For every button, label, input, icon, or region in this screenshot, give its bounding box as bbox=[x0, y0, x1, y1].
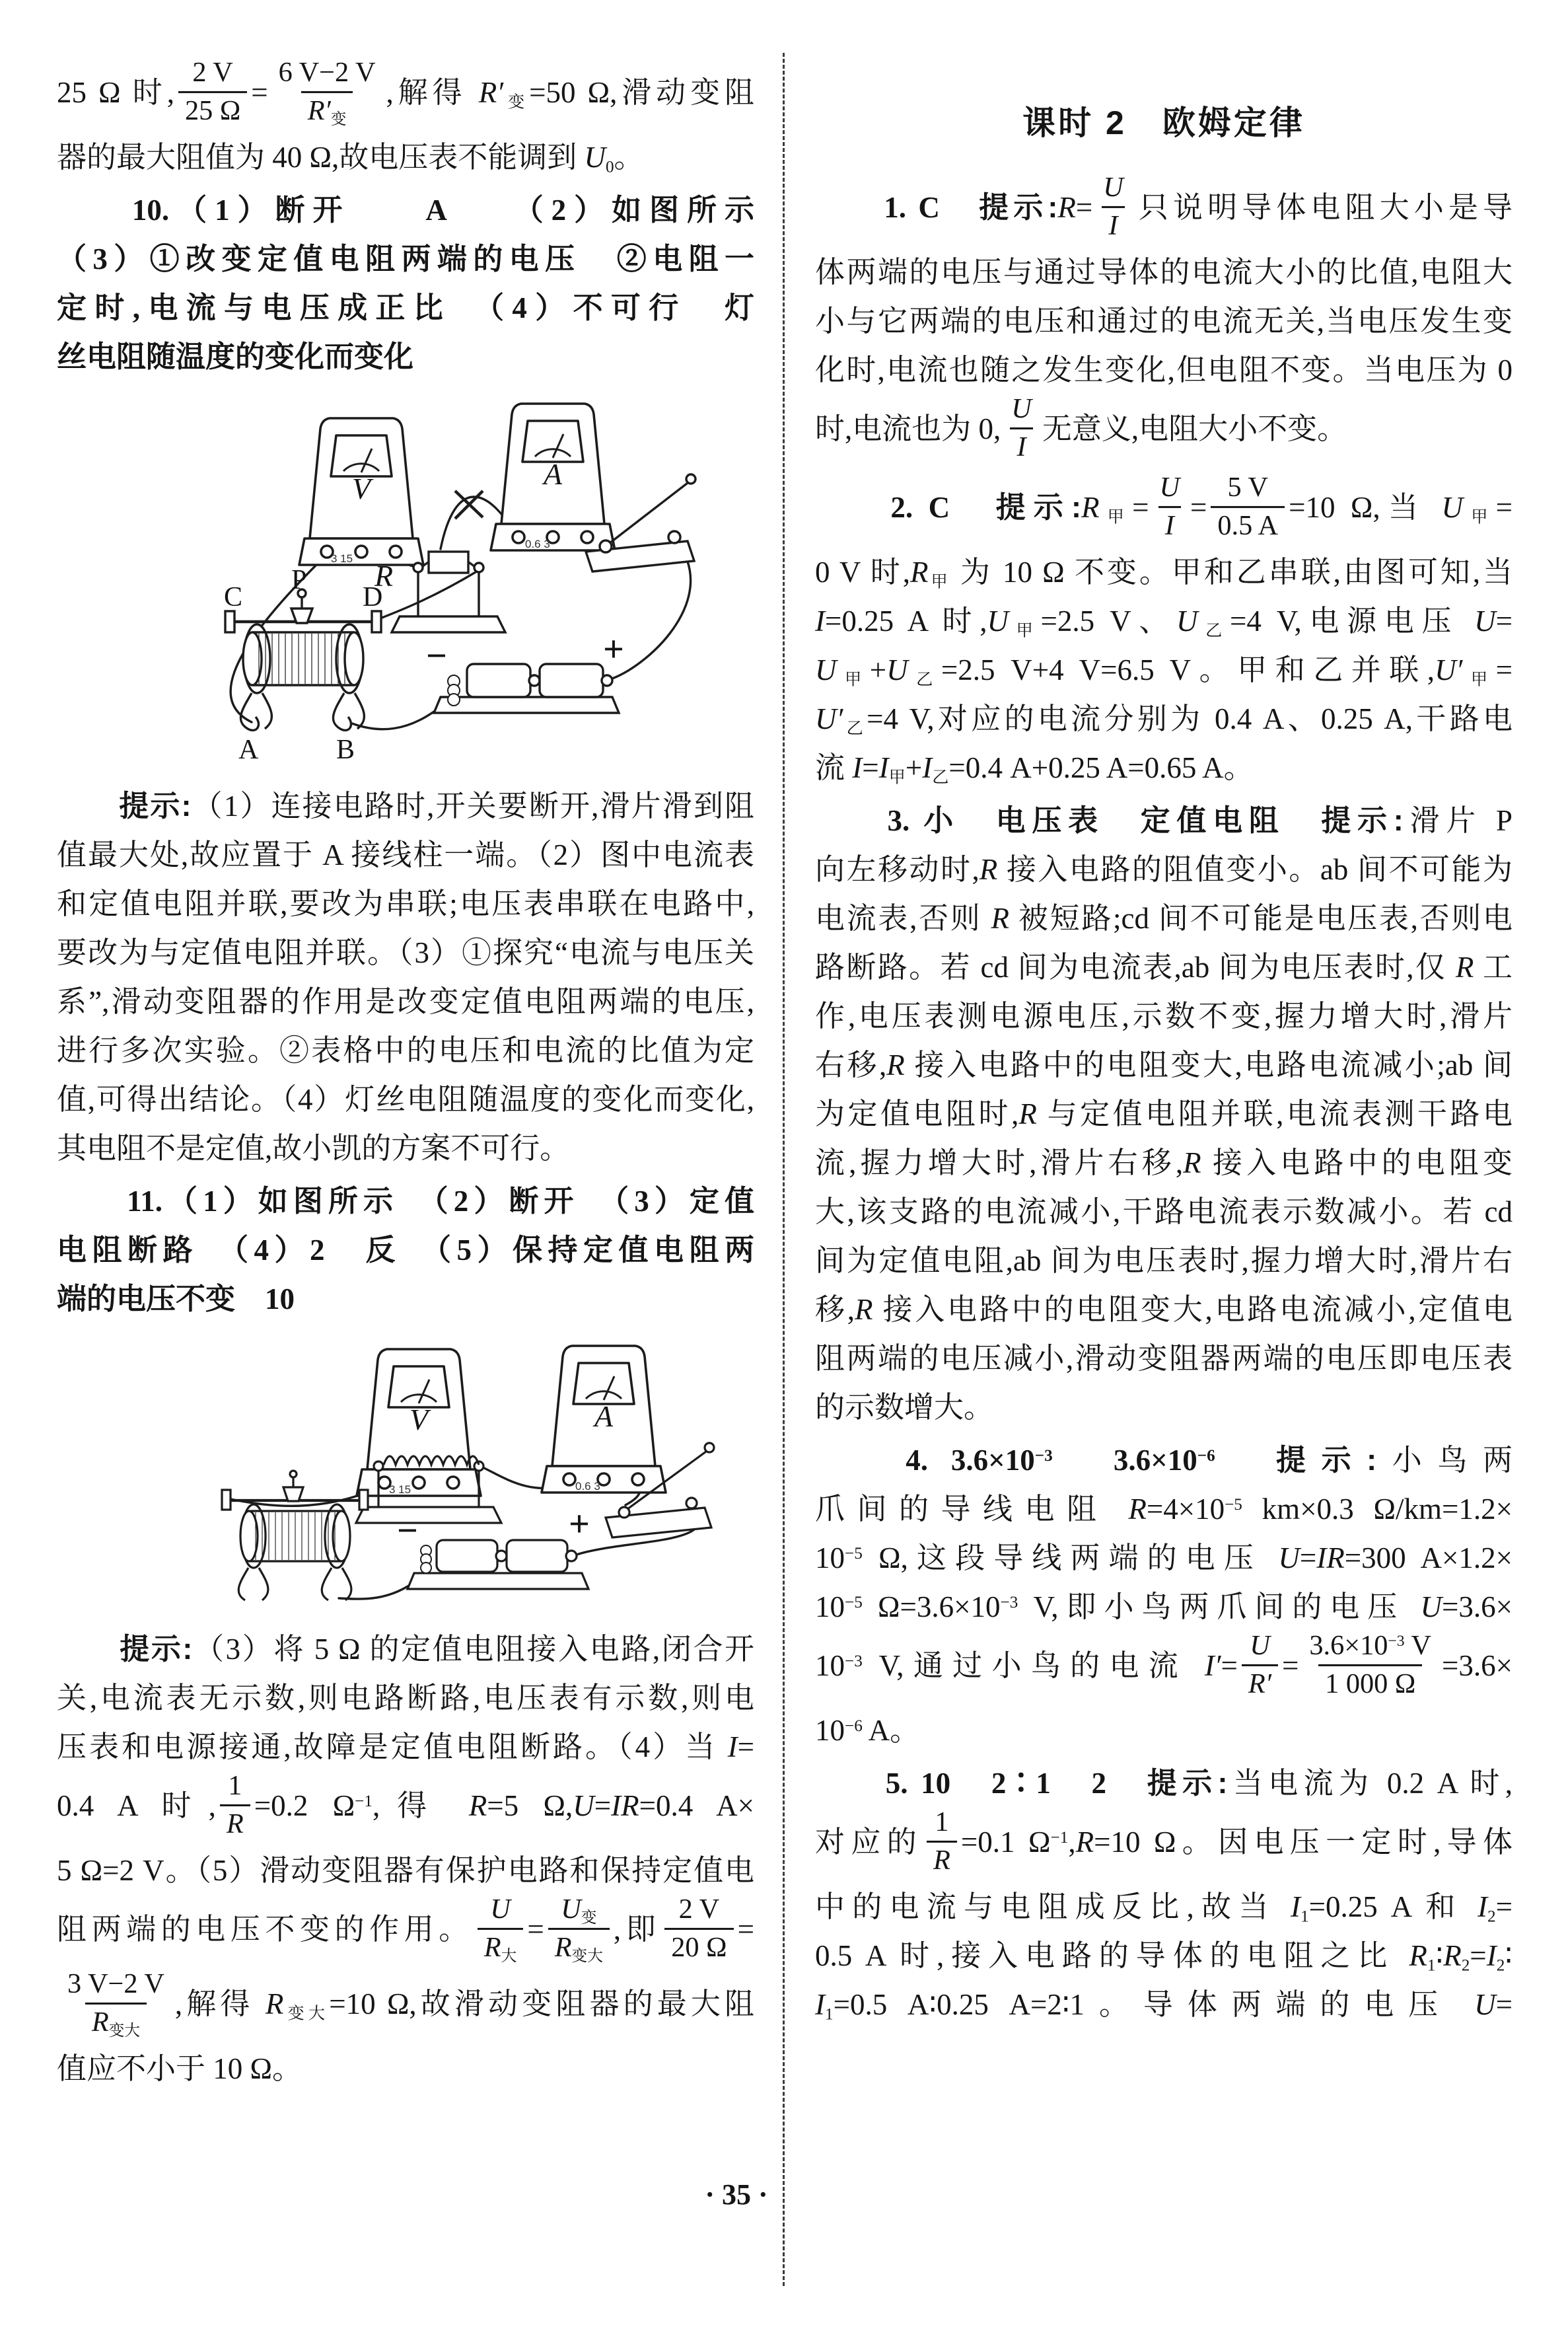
text-line: 路断路。若 cd 间为电流表,ab 间为电压表时,仅 R 工 bbox=[815, 950, 1513, 984]
text-line: 关,电流表无示数,则电路断路,电压表有示数,则电 bbox=[57, 1681, 754, 1715]
text-line: 作,电压表测电源电压,示数不变,握力增大时,滑片 bbox=[815, 999, 1513, 1033]
battery-plus-sign: + bbox=[569, 1503, 590, 1545]
text-line: 流,握力增大时,滑片右移,R 接入电路中的电阻变 bbox=[815, 1146, 1513, 1179]
text-line: $I_1=0.5$ A∶0.25 A=2∶1。导体两端的电压 U= bbox=[815, 1987, 1513, 2024]
text-line: 右移,R 接入电路中的电阻变大,电路电流减小;ab 间 bbox=[815, 1048, 1513, 1082]
text-line: 大,该支路的电流减小,干路电流表示数减小。若 cd bbox=[815, 1195, 1513, 1228]
rheostat-terminal-d: D bbox=[363, 581, 383, 612]
resistor-label: R bbox=[374, 558, 394, 593]
answer-5 bbox=[815, 1759, 1513, 2029]
rheostat-terminal-c: C bbox=[224, 581, 243, 612]
rheostat-slider bbox=[283, 1487, 303, 1501]
wire bbox=[352, 701, 447, 729]
voltmeter bbox=[299, 418, 423, 565]
text-line: $10^{-6}$ A。 bbox=[815, 1713, 920, 1747]
battery-minus-sign: − bbox=[397, 1510, 418, 1551]
ammeter-scale: 0.6 3 bbox=[525, 537, 550, 550]
text-line: （3）①改变定值电阻两端的电压 ②电阻一 bbox=[57, 242, 754, 276]
left-column bbox=[57, 58, 754, 2097]
voltmeter-scale: 3 15 bbox=[331, 552, 353, 565]
text-line: 化时,电流也随之发生变化,但电阻不变。当电压为 0 bbox=[815, 353, 1513, 387]
rheostat-slider-label: P bbox=[291, 564, 307, 595]
text-line: 移,R 接入电路中的电阻变大,电路电流减小,定值电 bbox=[815, 1292, 1513, 1326]
voltmeter-scale: 3 15 bbox=[389, 1483, 411, 1496]
battery-pack bbox=[434, 664, 619, 713]
text-line: 流 $I=I_甲+I_乙=0.4$ A+0.25 A=0.65 A。 bbox=[815, 751, 1254, 787]
text-line: 端的电压不变 10 bbox=[57, 1282, 295, 1315]
text-line: $U'_乙=4$ V,对应的电流分别为 0.4 A、0.25 A,干路电 bbox=[815, 702, 1513, 738]
text-line: 体两端的电压与通过导体的电流大小的比值,电阻大 bbox=[815, 255, 1513, 289]
text-line: 11.（1）如图所示 （2）断开 （3）定值 bbox=[127, 1184, 754, 1218]
voltmeter-letter: V bbox=[351, 471, 371, 505]
rheostat bbox=[222, 1471, 368, 1600]
answer-2 bbox=[815, 473, 1513, 792]
text-line: 其电阻不是定值,故小凯的方案不可行。 bbox=[57, 1131, 570, 1165]
text-line: 电流表,否则 R 被短路;cd 间不可能是电压表,否则电 bbox=[815, 901, 1513, 935]
ammeter-scale: 0.6 3 bbox=[575, 1479, 600, 1493]
text-line: 2. C 提示$:R_甲=$ $\frac{U}{I}$ = $\frac{5 V}{0.5 A}$ =10 Ω,当 $U_甲=$ bbox=[815, 473, 1513, 548]
text-line: 系”,滑动变阻器的作用是改变定值电阻两端的电压, bbox=[57, 984, 754, 1018]
text-line: $U_甲+U_乙=2.5$ V+4 V=6.5 V。甲和乙并联$,U'_甲=$ bbox=[815, 653, 1513, 689]
text-line: 压表和电源接通,故障是定值电阻断路。（4）当 I= bbox=[57, 1730, 754, 1763]
right-column bbox=[815, 58, 1513, 2033]
text-line: 阻两端的电压减小,滑动变阻器两端的电压即电压表 bbox=[815, 1341, 1513, 1375]
text-line: 对应的 $\frac{1}{R}$ =0.1 $\Omega^{-1},R=10$ Ω。因电压一定时,导体 bbox=[815, 1808, 1513, 1882]
ammeter-letter: A bbox=[543, 457, 563, 491]
text-line: 爪间的导线电阻 $R=4\times 10^{-5}$ km×0.3 Ω/km=1.2× bbox=[815, 1492, 1513, 1526]
text-line: 向左移动时,R 接入电路的阻值变小。ab 间不可能为 bbox=[815, 852, 1513, 886]
text-line: $10^{-5}$ $\Omega=3.6\times 10^{-3}$ V,即小鸟两爪间的电压 U=3.6× bbox=[815, 1590, 1513, 1623]
ammeter-letter: A bbox=[594, 1399, 614, 1433]
hint-11 bbox=[57, 1625, 754, 2093]
text-line: 值,可得出结论。（4）灯丝电阻随温度的变化而变化, bbox=[57, 1082, 754, 1116]
voltmeter-letter: V bbox=[409, 1402, 429, 1436]
hint-10 bbox=[57, 782, 754, 1173]
text-line: 5. 10 2∶1 2 提示:当电流为 0.2 A 时, bbox=[885, 1765, 1513, 1800]
text-line: 定时,电流与电压成正比 （4）不可行 灯 bbox=[57, 291, 754, 324]
text-line: $\frac{3 V-2 V}{R_{变大}}$ ,解得 $R_{变大}=10$ Ω,故滑动变阻器的最大阻 bbox=[67, 1968, 754, 2040]
figure-question-11-circuit bbox=[59, 1341, 752, 1611]
rheostat bbox=[225, 589, 381, 730]
text-line: 提示:（3）将 5 Ω 的定值电阻接入电路,闭合开 bbox=[120, 1631, 754, 1666]
text-line: 时,电流也为 0, $\frac{U}{I}$ 无意义,电阻大小不变。 bbox=[815, 394, 1513, 469]
text-line: 的示数增大。 bbox=[815, 1390, 994, 1424]
ammeter bbox=[542, 1346, 666, 1493]
answer-3 bbox=[815, 796, 1513, 1432]
text-line: 电阻断路 （4）2 反 （5）保持定值电阻两 bbox=[57, 1233, 754, 1267]
battery-minus-sign: − bbox=[426, 635, 447, 677]
text-line: $10^{-5}$ Ω,这段导线两端的电压 U=IR=300 A×1.2× bbox=[815, 1541, 1513, 1574]
battery-plus-sign: + bbox=[603, 628, 624, 670]
text-line: $10^{-3}$ V,通过小鸟的电流 I′= $\frac{U}{R'}$ = $\frac{3.6\times 10^{-3} V}{1 000 \Omega}$ =3.6× bbox=[815, 1631, 1513, 1706]
text-line: 值最大处,故应置于 A 接线柱一端。（2）图中电流表 bbox=[57, 838, 754, 871]
text-line: 4. $3.6\times 10^{-3}$ $3.6\times 10^{-6}$ 提示:小鸟两 bbox=[906, 1442, 1513, 1477]
answer-11 bbox=[57, 1177, 754, 1323]
text-line: 丝电阻随温度的变化而变化 bbox=[57, 340, 414, 373]
text-line: 25 Ω 时, $\frac{2 V}{25 \Omega}$ = $\frac{6 V-2 V}{R'_变}$ ,解得 $R'_变=50$ Ω,滑动变阻 bbox=[57, 56, 754, 129]
text-line: 为定值电阻时,R 与定值电阻并联,电流表测干路电 bbox=[815, 1097, 1513, 1130]
figure-question-10-circuit bbox=[59, 398, 752, 768]
rheostat-terminal-b: B bbox=[336, 734, 355, 765]
column-divider bbox=[783, 53, 785, 2286]
text-line: 要改为与定值电阻并联。（3）①探究“电流与电压关 bbox=[57, 936, 754, 969]
text-line: 0.5 A 时,接入电路的导体的电阻之比 $R_1∶R_2=I_2∶$ bbox=[815, 1938, 1513, 1975]
rheostat-terminal-a: A bbox=[238, 734, 259, 765]
text-line: 间为定值电阻,ab 间为电压表时,握力增大时,滑片右 bbox=[815, 1243, 1513, 1277]
text-line: 中的电流与电阻成反比,故当 $I_1=0.25$ A 和 $I_2=$ bbox=[815, 1890, 1513, 1926]
text-line: 器的最大阻值为 40 Ω,故电压表不能调到 $U_0$。 bbox=[57, 140, 644, 176]
text-line: 阻两端的电压不变的作用。 $\frac{U}{R_大}$ = $\frac{U_变}{R_{变大}}$ ,即 $\frac{2 V}{20 \Omega}$ = bbox=[57, 1893, 754, 1965]
page-number: · 35 · bbox=[705, 2178, 768, 2211]
text-line: 值应不小于 10 Ω。 bbox=[57, 2051, 302, 2085]
text-line: 和定值电阻并联,要改为串联;电压表串联在电路中, bbox=[57, 887, 754, 920]
answer-1 bbox=[815, 173, 1513, 469]
voltmeter bbox=[357, 1349, 481, 1496]
text-line: 5 Ω=2 V。（5）滑动变阻器有保护电路和保持定值电 bbox=[57, 1853, 754, 1887]
text-line: 10.（1）断开 A （2）如图所示 bbox=[131, 193, 754, 227]
battery-pack bbox=[408, 1540, 588, 1589]
section-title: 课时 2 欧姆定律 bbox=[1022, 104, 1305, 141]
text-line: 小与它两端的电压和通过的电流无关,当电压发生变 bbox=[815, 304, 1513, 338]
answer-4 bbox=[815, 1436, 1513, 1755]
ammeter bbox=[491, 404, 615, 550]
text-line: 提示:（1）连接电路时,开关要断开,滑片滑到阻 bbox=[119, 788, 754, 823]
solution-continuation bbox=[57, 58, 754, 182]
text-line: 0.4 A 时, $\frac{1}{R}$ =0.2 $\Omega^{-1}$,得 R=5 Ω,U=IR=0.4 A× bbox=[57, 1771, 754, 1846]
text-line: 1. C 提示:R= $\frac{U}{I}$ 只说明导体电阻大小是导 bbox=[815, 173, 1513, 248]
text-line: 进行多次实验。②表格中的电压和电流的比值为定 bbox=[57, 1033, 754, 1067]
text-line: 3. 小 电压表 定值电阻 提示:滑片 P bbox=[887, 803, 1513, 837]
wire bbox=[378, 570, 479, 619]
answer-10 bbox=[57, 186, 754, 381]
text-line: I=0.25 A 时$,U_甲=2.5$ V、$U_乙=4$ V,电源电压 U= bbox=[815, 604, 1513, 640]
text-line: 0 V 时$,R_甲$ 为 10 Ω 不变。甲和乙串联,由图可知,当 bbox=[815, 555, 1513, 591]
